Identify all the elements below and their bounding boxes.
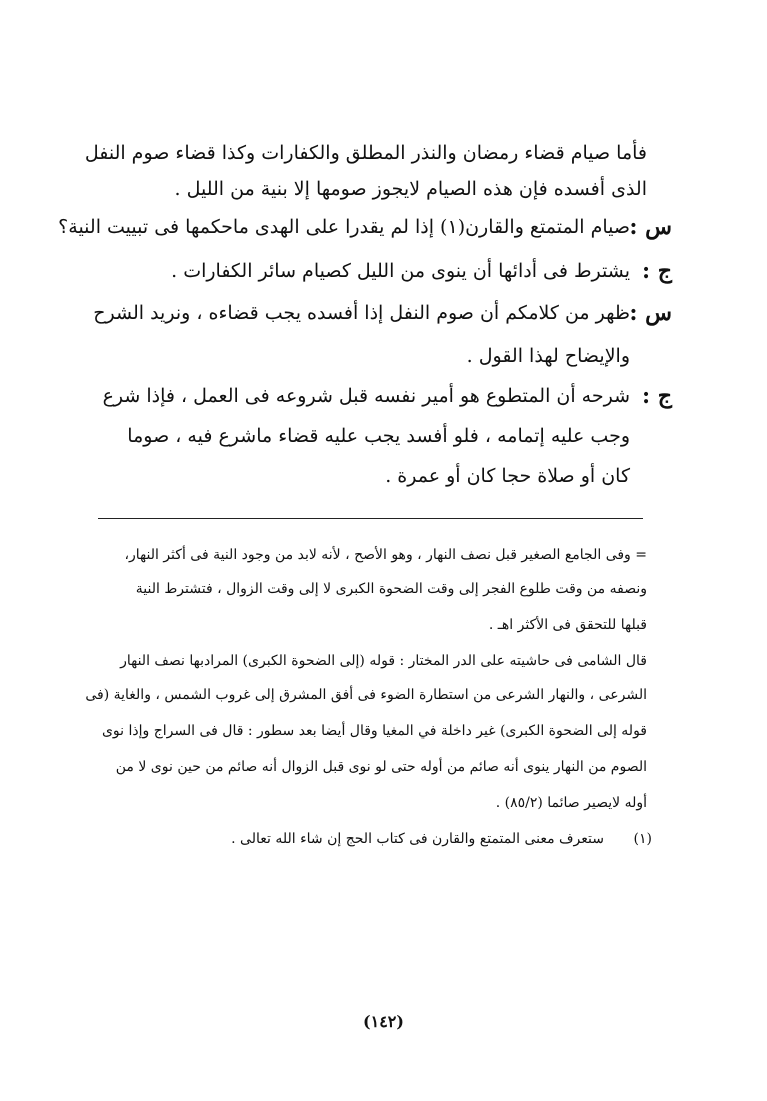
- page-number: (١٤٢): [363, 1012, 404, 1031]
- footnote-line: قوله إلى الضحوة الكبرى) غير داخلة في المغيا وقال أيضا بعد سطور : قال فى السراج وإذا نوى: [101, 723, 647, 739]
- qa-line: والإيضاح لهذا القول .: [466, 345, 630, 367]
- qa-item: [82, 381, 672, 411]
- body-line: فأما صيام قضاء رمضان والنذر المطلق والكفارات وكذا قضاء صوم النفل: [84, 142, 647, 164]
- qa-item: [58, 212, 672, 242]
- question-marker: س :: [629, 214, 672, 240]
- footnote-line: قبلها للتحقق فى الأكثر اهـ .: [488, 617, 647, 633]
- footnote-line: الشرعى ، والنهار الشرعى من استطارة الضوء فى أفق المشرق إلى غروب الشمس ، والغاية (فى: [85, 687, 647, 703]
- footnote-line: أوله لايصير صائما (٨٥/٢) .: [495, 795, 647, 811]
- qa-item: [82, 256, 672, 286]
- qa-line: ظهر من كلامكم أن صوم النفل إذا أفسده يجب قضاءه ، ونريد الشرح: [93, 302, 630, 324]
- footnote-rule: [98, 518, 643, 519]
- footnote-line: = وفى الجامع الصغير قبل نصف النهار ، وهو الأصح ، لأنه لابد من وجود النية فى أكثر النهار،: [124, 547, 647, 563]
- qa-line: صيام المتمتع والقارن(١) إذا لم يقدرا على الهدى ماحكمها فى تبييت النية؟: [58, 216, 630, 238]
- footnote-1: [92, 828, 652, 850]
- qa-line: يشترط فى أدائها أن ينوى من الليل كصيام سائر الكفارات .: [171, 260, 630, 282]
- qa-item: [82, 298, 672, 328]
- footnote-number: (١): [633, 831, 652, 847]
- footnote-line: الصوم من النهار ينوى أنه صائم من أوله حتى لو نوى قبل الزوال أنه صائم من حين نوى لا من: [115, 759, 647, 775]
- body-line: الذى أفسده فإن هذه الصيام لايجوز صومها إلا بنية من الليل .: [174, 178, 647, 200]
- answer-marker: ج :: [642, 383, 672, 409]
- qa-line: شرحه أن المتطوع هو أمير نفسه قبل شروعه فى العمل ، فإذا شرع: [102, 385, 630, 407]
- qa-line: كان أو صلاة حجا كان أو عمرة .: [385, 465, 630, 487]
- answer-marker: ج :: [642, 258, 672, 284]
- qa-line: وجب عليه إتمامه ، فلو أفسد يجب عليه قضاء ماشرع فيه ، صوما: [127, 425, 630, 447]
- footnote-text: ستعرف معنى المتمتع والقارن فى كتاب الحج إن شاء الله تعالى .: [231, 831, 604, 847]
- question-marker: س :: [629, 300, 672, 326]
- footnote-line: قال الشامى فى حاشيته على الدر المختار : قوله (إلى الضحوة الكبرى) المرادبها نصف النهار: [120, 653, 647, 669]
- footnote-line: ونصفه من وقت طلوع الفجر إلى وقت الضحوة الكبرى لا إلى وقت الزوال ، فتشترط النية: [135, 581, 647, 597]
